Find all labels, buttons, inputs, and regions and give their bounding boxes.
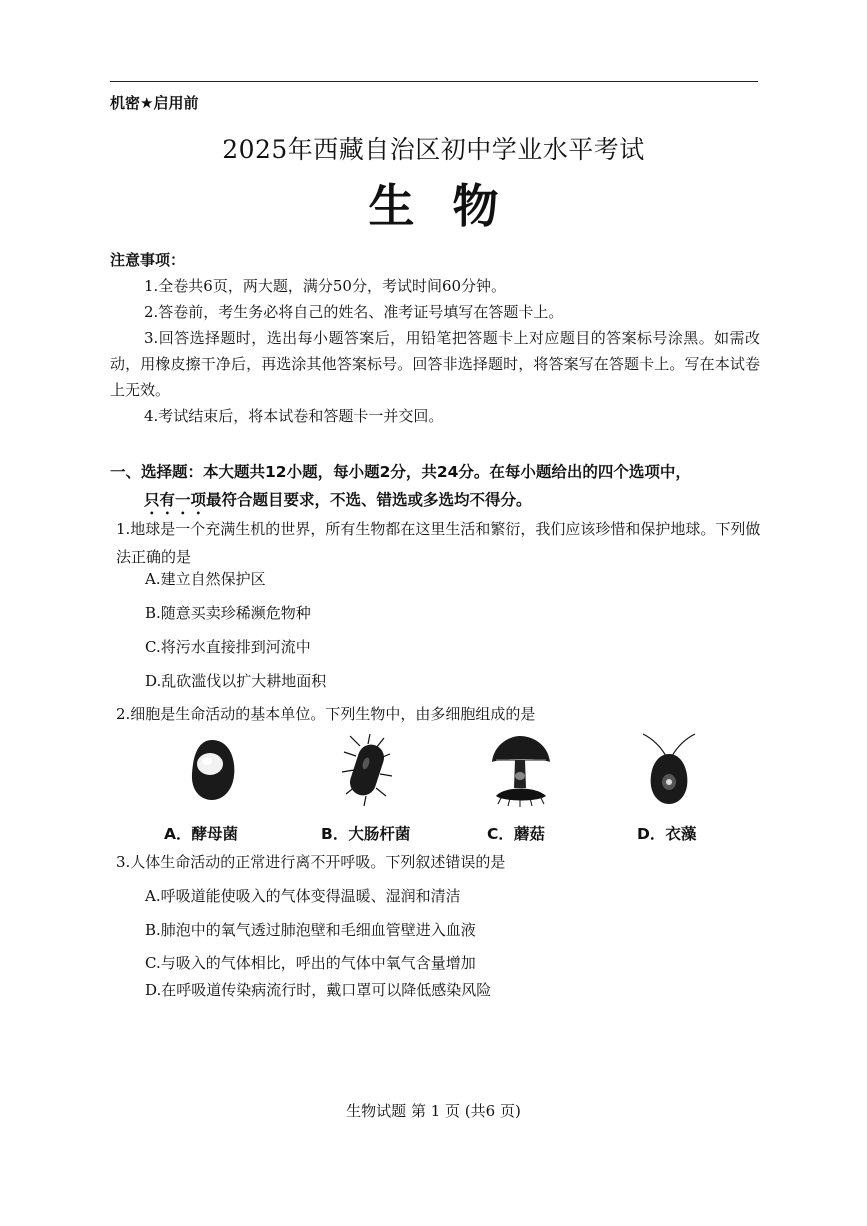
notice-item: 4.考试结束后，将本试卷和答题卡一并交回。	[144, 407, 444, 425]
subject-title: 生物	[368, 179, 537, 233]
question-1-option-c: C.将污水直接排到河流中	[145, 638, 311, 656]
notice-item: 1.全卷共6页，两大题，满分50分，考试时间60分钟。	[144, 277, 507, 295]
question-1-option-b: B.随意买卖珍稀濒危物种	[145, 604, 311, 622]
question-2-option-b: B．大肠杆菌	[321, 825, 411, 843]
notice-item: 3.回答选择题时，选出每小题答案后，用铅笔把答题卡上对应题目的答案标号涂黑。如需改动，用橡皮擦干净后，再选涂其他答案标号。回答非选择题时，将答案写在答题卡上。写在本试卷上无效。	[110, 329, 760, 399]
notice-title: 注意事项：	[110, 251, 186, 269]
question-1-stem: 1.地球是一个充满生机的世界，所有生物都在这里生活和繁衍，我们应该珍惜和保护地球。下列做法正确的是	[116, 520, 761, 566]
section-heading	[110, 458, 760, 518]
question-3-option-d: D.在呼吸道传染病流行时，戴口罩可以降低感染风险	[145, 981, 492, 999]
question-1-option-a: A.建立自然保护区	[145, 570, 266, 588]
emphasis-text: 只有一项	[144, 491, 207, 509]
question-2-option-c: C．蘑菇	[487, 825, 545, 843]
exam-title: 2025年西藏自治区初中学业水平考试	[222, 135, 645, 164]
question-1-option-d: D.乱砍滥伐以扩大耕地面积	[145, 672, 327, 690]
section-heading-line1: 一、选择题：本大题共12小题，每小题2分，共24分。在每小题给出的四个选项中，	[110, 463, 691, 481]
chlamydomonas-icon	[629, 730, 709, 810]
question-2-option-d: D．衣藻	[637, 825, 697, 843]
question-2-option-a: A．酵母菌	[164, 825, 238, 843]
yeast-icon	[172, 730, 252, 810]
mushroom-icon	[480, 730, 560, 810]
e-coli-icon	[326, 730, 406, 810]
secret-mark: 机密★启用前	[110, 94, 199, 112]
header-rule	[110, 81, 758, 82]
section-heading-line2: 最符合题目要求，不选、错选或多选均不得分。	[206, 491, 532, 509]
question-2-stem: 2.细胞是生命活动的基本单位。下列生物中，由多细胞组成的是	[116, 705, 536, 723]
question-3-option-b: B.肺泡中的氧气透过肺泡壁和毛细血管壁进入血液	[145, 921, 476, 939]
notice-item: 2.答卷前，考生务必将自己的姓名、准考证号填写在答题卡上。	[144, 303, 564, 321]
question-3-option-c: C.与吸入的气体相比，呼出的气体中氧气含量增加	[145, 954, 476, 972]
question-3-stem: 3.人体生命活动的正常进行离不开呼吸。下列叙述错误的是	[116, 853, 506, 871]
question-3-option-a: A.呼吸道能使吸入的气体变得温暖、湿润和清洁	[145, 887, 461, 905]
page-footer: 生物试题 第 1 页 (共6 页)	[346, 1102, 521, 1120]
